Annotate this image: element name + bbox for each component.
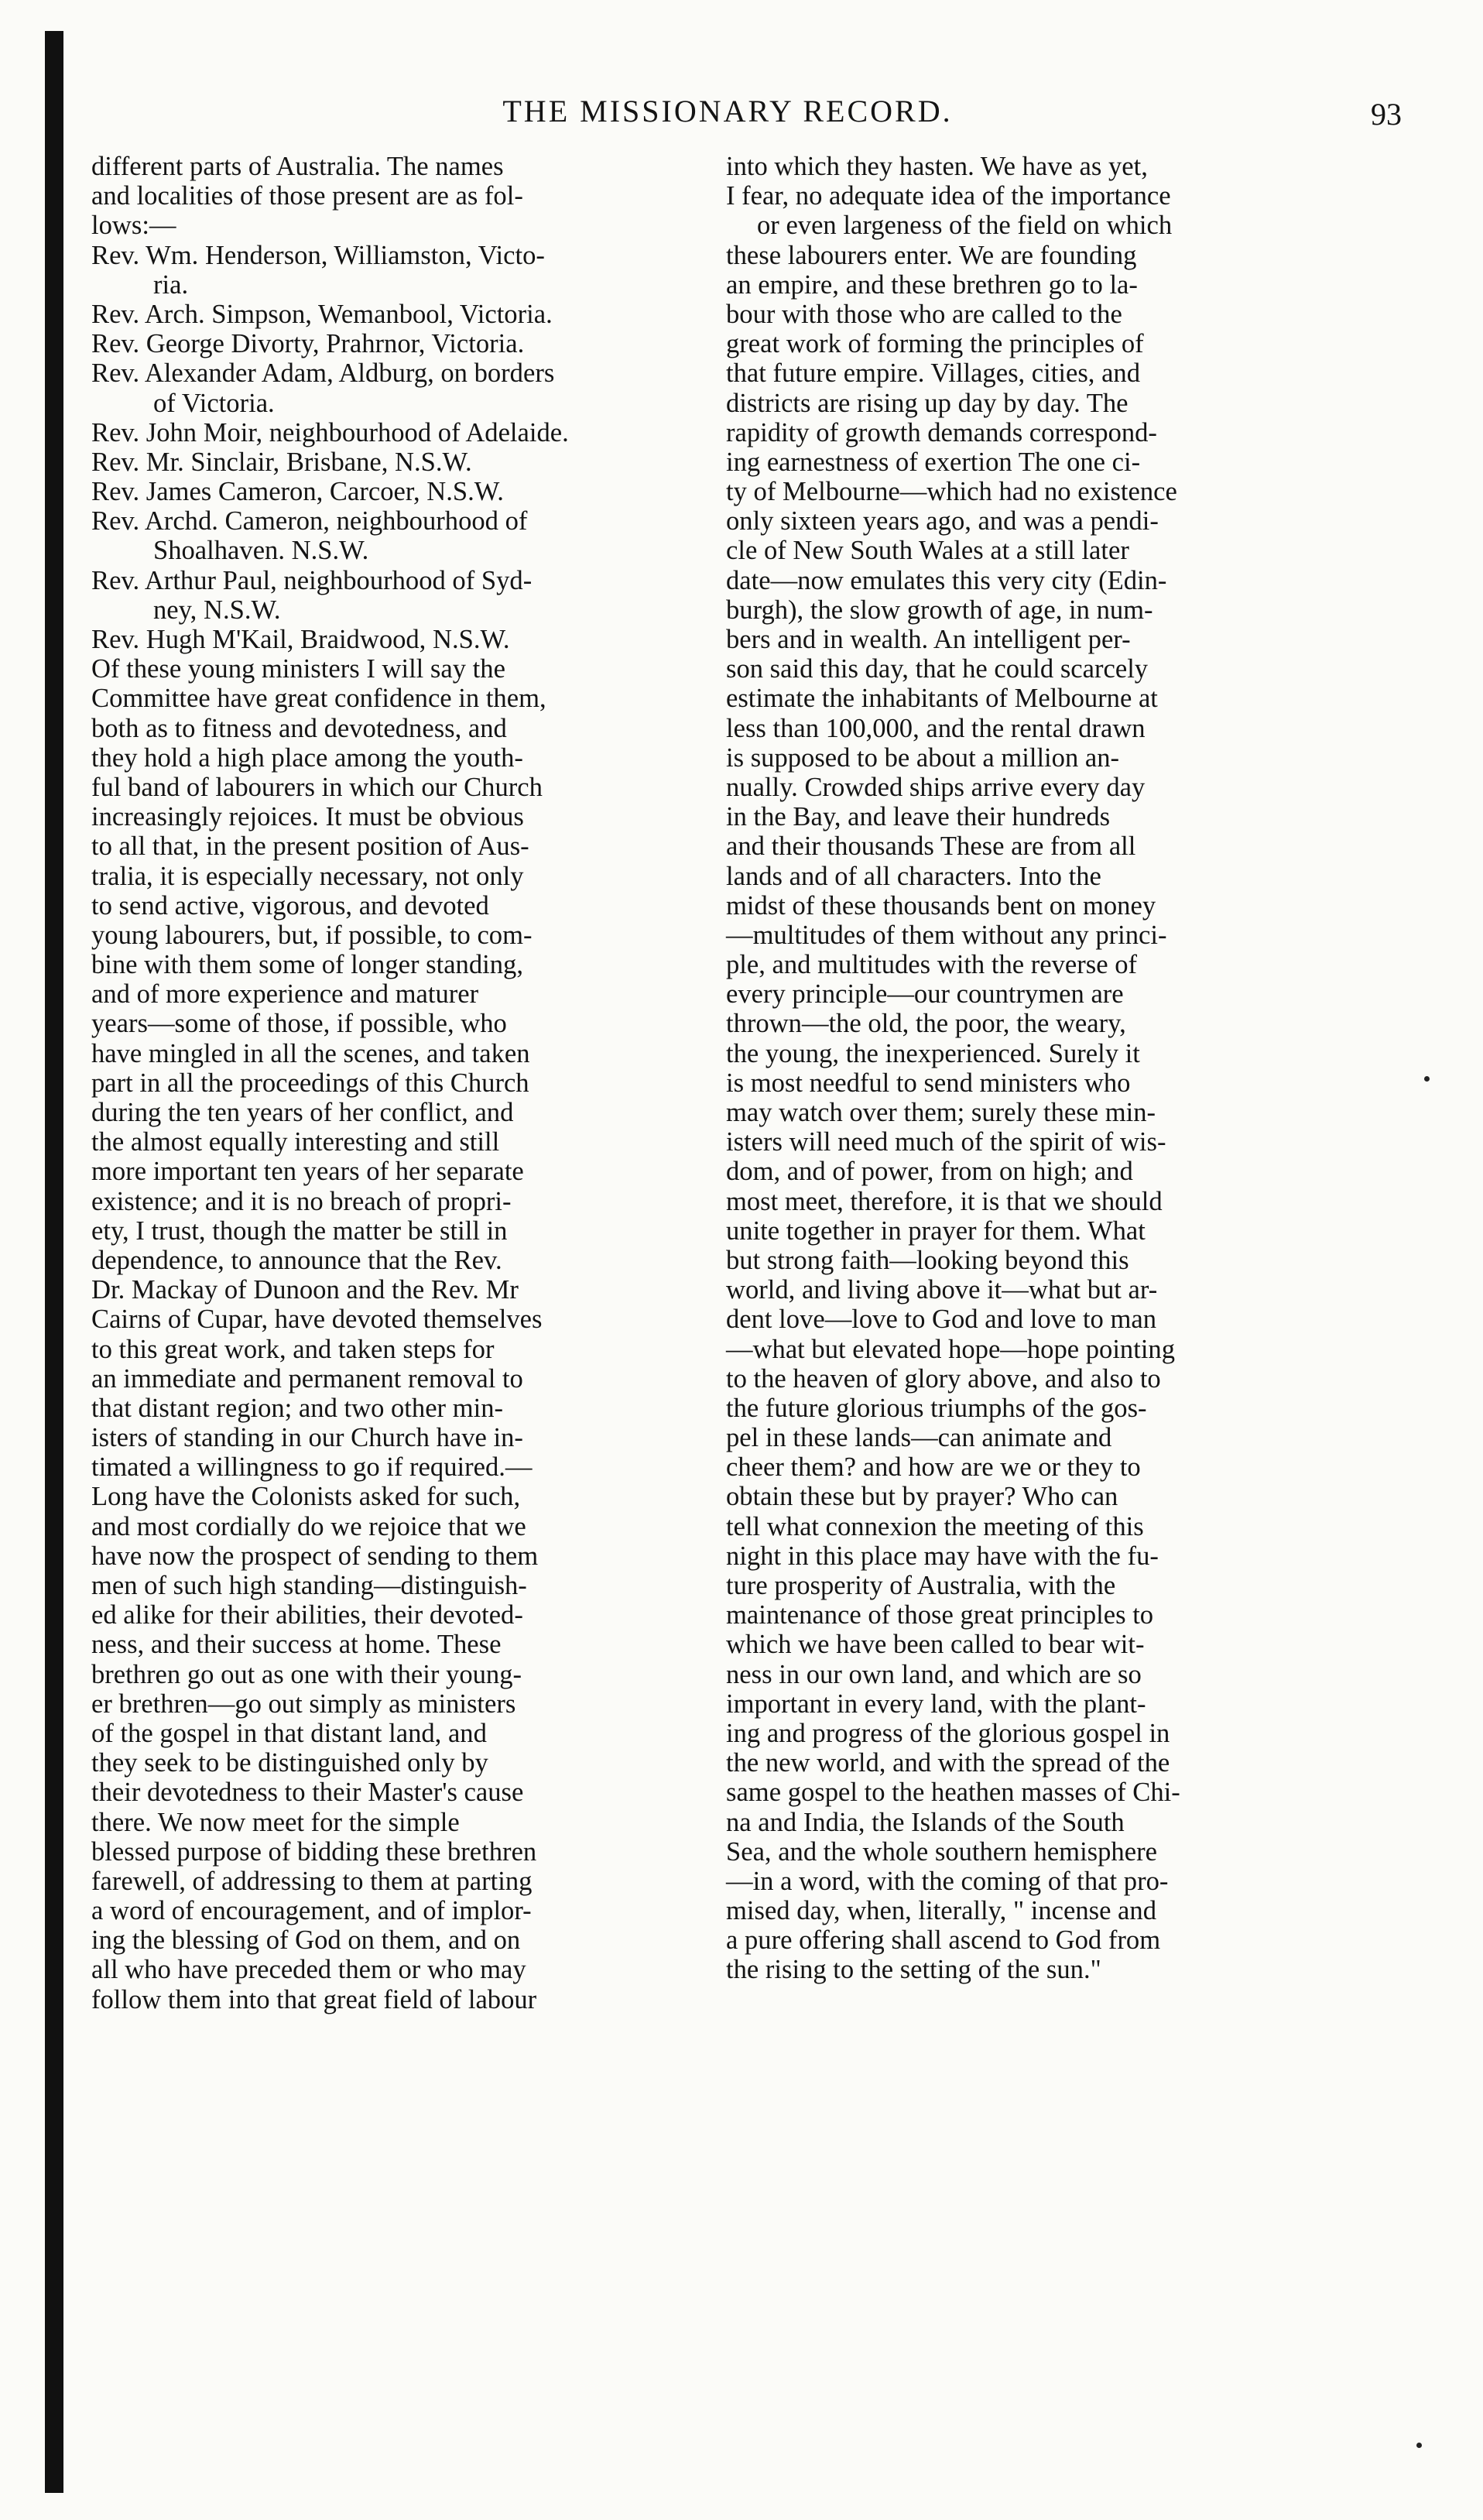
text-line: young labourers, but, if possible, to com- [91, 920, 533, 950]
text-line: night in this place may have with the fu- [726, 1541, 1159, 1571]
text-line: there. We now meet for the simple [91, 1807, 460, 1837]
text-line: follow them into that great field of labour [91, 1984, 537, 2014]
text-line: date—now emulates this very city (Edin- [726, 565, 1167, 595]
text-line: Rev. Alexander Adam, Aldburg, on borders [91, 358, 555, 389]
text-line: they hold a high place among the youth- [91, 742, 523, 773]
text-line: bine with them some of longer standing, [91, 950, 523, 980]
text-line: —multitudes of them without any princi- [726, 920, 1167, 950]
text-line: an immediate and permanent removal to [91, 1363, 523, 1394]
text-line: Rev. Mr. Sinclair, Brisbane, N.S.W. [91, 447, 472, 477]
text-line: cheer them? and how are we or they to [726, 1452, 1141, 1483]
text-line: districts are rising up day by day. The [726, 388, 1129, 418]
text-line: different parts of Australia. The names [91, 152, 504, 181]
text-line: important in every land, with the plant- [726, 1689, 1146, 1719]
text-line: to send active, vigorous, and devoted [91, 890, 489, 921]
text-line: that distant region; and two other min- [91, 1393, 504, 1423]
text-line: lands and of all characters. Into the [726, 861, 1101, 891]
text-line: have mingled in all the scenes, and taken [91, 1038, 530, 1068]
text-line: Long have the Colonists asked for such, [91, 1482, 521, 1512]
text-line: world, and living above it—what but ar- [726, 1275, 1158, 1305]
text-line: tell what connexion the meeting of this [726, 1511, 1144, 1541]
text-line: ed alike for their abilities, their devoted- [91, 1600, 523, 1630]
text-line: son said this day, that he could scarcely [726, 654, 1149, 684]
text-line: ney, N.S.W. [153, 595, 281, 625]
text-line: part in all the proceedings of this Church [91, 1068, 529, 1098]
text-line: an empire, and these brethren go to la- [726, 269, 1138, 300]
text-line: ness in our own land, and which are so [726, 1659, 1142, 1689]
text-line: —what but elevated hope—hope pointing [726, 1334, 1176, 1364]
text-line: Dr. Mackay of Dunoon and the Rev. Mr [91, 1275, 519, 1305]
text-line: dom, and of power, from on high; and [726, 1157, 1133, 1187]
text-line: have now the prospect of sending to them [91, 1541, 539, 1571]
text-line: every principle—our countrymen are [726, 979, 1124, 1010]
text-line: unite together in prayer for them. What [726, 1215, 1146, 1246]
text-line: Rev. Hugh M'Kail, Braidwood, N.S.W. [91, 625, 510, 654]
text-line: ful band of labourers in which our Church [91, 772, 543, 802]
text-line: blessed purpose of bidding these brethren [91, 1836, 537, 1867]
text-line: which we have been called to bear wit- [726, 1630, 1145, 1660]
ink-speck [1424, 1076, 1430, 1082]
text-line: most meet, therefore, it is that we should [726, 1186, 1163, 1216]
text-line: rapidity of growth demands correspond- [726, 417, 1157, 447]
page-number: 93 [1371, 97, 1402, 132]
text-line: ty of Melbourne—which had no existence [726, 477, 1177, 507]
text-line: men of such high standing—distinguish- [91, 1571, 527, 1600]
text-line: to the heaven of glory above, and also to [726, 1363, 1161, 1394]
ink-speck [1416, 2443, 1422, 2448]
text-line: same gospel to the heathen masses of Chi- [726, 1778, 1180, 1808]
text-line: Of these young ministers I will say the [91, 654, 505, 684]
text-line: midst of these thousands bent on money [726, 890, 1156, 921]
text-line: a word of encouragement, and of implor- [91, 1896, 532, 1926]
text-line: Sea, and the whole southern hemisphere [726, 1836, 1157, 1867]
text-line: the rising to the setting of the sun." [726, 1955, 1101, 1985]
text-line: ing the blessing of God on them, and on [91, 1925, 521, 1956]
text-line: Rev. Arch. Simpson, Wemanbool, Victoria. [91, 299, 553, 329]
running-header: THE MISSIONARY RECORD. [502, 94, 953, 129]
text-line: —in a word, with the coming of that pro- [726, 1866, 1169, 1896]
text-line: Rev. James Cameron, Carcoer, N.S.W. [91, 477, 504, 507]
text-line: these labourers enter. We are founding [726, 240, 1137, 270]
text-line: all who have preceded them or who may [91, 1955, 526, 1985]
text-line: years—some of those, if possible, who [91, 1009, 507, 1039]
text-line: they seek to be distinguished only by [91, 1748, 488, 1778]
text-line: maintenance of those great principles to [726, 1600, 1154, 1630]
text-line: mised day, when, literally, " incense and [726, 1896, 1156, 1926]
text-line: a pure offering shall ascend to God from [726, 1925, 1161, 1956]
text-line: to this great work, and taken steps for [91, 1334, 495, 1364]
text-line: ture prosperity of Australia, with the [726, 1571, 1116, 1600]
text-line: existence; and it is no breach of propri- [91, 1186, 512, 1216]
text-line: estimate the inhabitants of Melbourne at [726, 684, 1158, 714]
text-line: Rev. Wm. Henderson, Williamston, Victo- [91, 240, 545, 270]
text-line: bers and in wealth. An intelligent per- [726, 625, 1131, 654]
text-line: ness, and their success at home. These [91, 1630, 502, 1660]
text-line: dependence, to announce that the Rev. [91, 1245, 502, 1275]
text-line: dent love—love to God and love to man [726, 1305, 1157, 1335]
text-line: Committee have great confidence in them, [91, 684, 546, 714]
text-line: Rev. George Divorty, Prahrnor, Victoria. [91, 329, 525, 359]
text-line: may watch over them; surely these min- [726, 1098, 1156, 1127]
text-line: pel in these lands—can animate and [726, 1423, 1112, 1453]
text-line: and of more experience and maturer [91, 979, 479, 1010]
text-line: the new world, and with the spread of the [726, 1748, 1170, 1778]
text-line: but strong faith—looking beyond this [726, 1245, 1129, 1275]
text-line: thrown—the old, the poor, the weary, [726, 1009, 1126, 1039]
text-line: ria. [153, 269, 189, 300]
text-line: er brethren—go out simply as ministers [91, 1689, 516, 1719]
text-line: cle of New South Wales at a still later [726, 536, 1129, 566]
text-line: Shoalhaven. N.S.W. [153, 536, 369, 566]
text-line: is supposed to be about a million an- [726, 742, 1120, 773]
binding-edge [45, 31, 63, 2493]
text-line: Rev. Arthur Paul, neighbourhood of Syd- [91, 565, 533, 595]
text-line: is most needful to send ministers who [726, 1068, 1131, 1098]
text-line: nually. Crowded ships arrive every day [726, 772, 1146, 802]
text-line: isters will need much of the spirit of wis- [726, 1127, 1166, 1157]
right-column [726, 152, 1392, 1985]
text-line: in the Bay, and leave their hundreds [726, 802, 1111, 832]
text-line: obtain these but by prayer? Who can [726, 1482, 1118, 1512]
text-line: both as to fitness and devotedness, and [91, 713, 507, 743]
text-line: the future glorious triumphs of the gos- [726, 1393, 1147, 1423]
text-line: that future empire. Villages, cities, and [726, 358, 1140, 389]
text-line: brethren go out as one with their young- [91, 1659, 522, 1689]
text-line: and most cordially do we rejoice that we [91, 1511, 526, 1541]
text-line: during the ten years of her conflict, and [91, 1098, 514, 1127]
text-line: Rev. Archd. Cameron, neighbourhood of [91, 506, 528, 537]
text-line: of Victoria. [153, 388, 275, 418]
text-line: burgh), the slow growth of age, in num- [726, 595, 1153, 625]
text-line: Cairns of Cupar, have devoted themselves [91, 1305, 543, 1335]
text-line: farewell, of addressing to them at parting [91, 1866, 533, 1896]
text-line: less than 100,000, and the rental drawn [726, 713, 1146, 743]
text-line: great work of forming the principles of [726, 329, 1144, 359]
text-line: of the gospel in that distant land, and [91, 1718, 487, 1748]
text-line: bour with those who are called to the [726, 299, 1122, 329]
text-line: more important ten years of her separate [91, 1157, 524, 1187]
text-line: I fear, no adequate idea of the importance [726, 181, 1171, 211]
text-line: the almost equally interesting and still [91, 1127, 500, 1157]
text-line: tralia, it is especially necessary, not only [91, 861, 524, 891]
text-line: Rev. John Moir, neighbourhood of Adelaide. [91, 417, 569, 447]
text-line: ety, I trust, though the matter be still in [91, 1215, 508, 1246]
text-line: only sixteen years ago, and was a pendi- [726, 506, 1159, 537]
text-line: ing earnestness of exertion The one ci- [726, 447, 1141, 477]
text-line: into which they hasten. We have as yet, [726, 152, 1148, 181]
text-line: increasingly rejoices. It must be obvious [91, 802, 524, 832]
text-line: the young, the inexperienced. Surely it [726, 1038, 1140, 1068]
text-line: their devotedness to their Master's cause [91, 1778, 524, 1808]
text-line: or even largeness of the field on which [757, 211, 1173, 241]
text-line: isters of standing in our Church have in- [91, 1423, 523, 1453]
text-line: lows:— [91, 211, 176, 241]
text-line: na and India, the Islands of the South [726, 1807, 1125, 1837]
text-line: ple, and multitudes with the reverse of [726, 950, 1138, 980]
text-line: and localities of those present are as fol- [91, 181, 523, 211]
text-line: ing and progress of the glorious gospel in [726, 1718, 1170, 1748]
text-line: and their thousands These are from all [726, 831, 1136, 862]
text-line: timated a willingness to go if required.— [91, 1452, 533, 1483]
left-column [91, 152, 703, 2014]
text-line: to all that, in the present position of Aus- [91, 831, 529, 862]
